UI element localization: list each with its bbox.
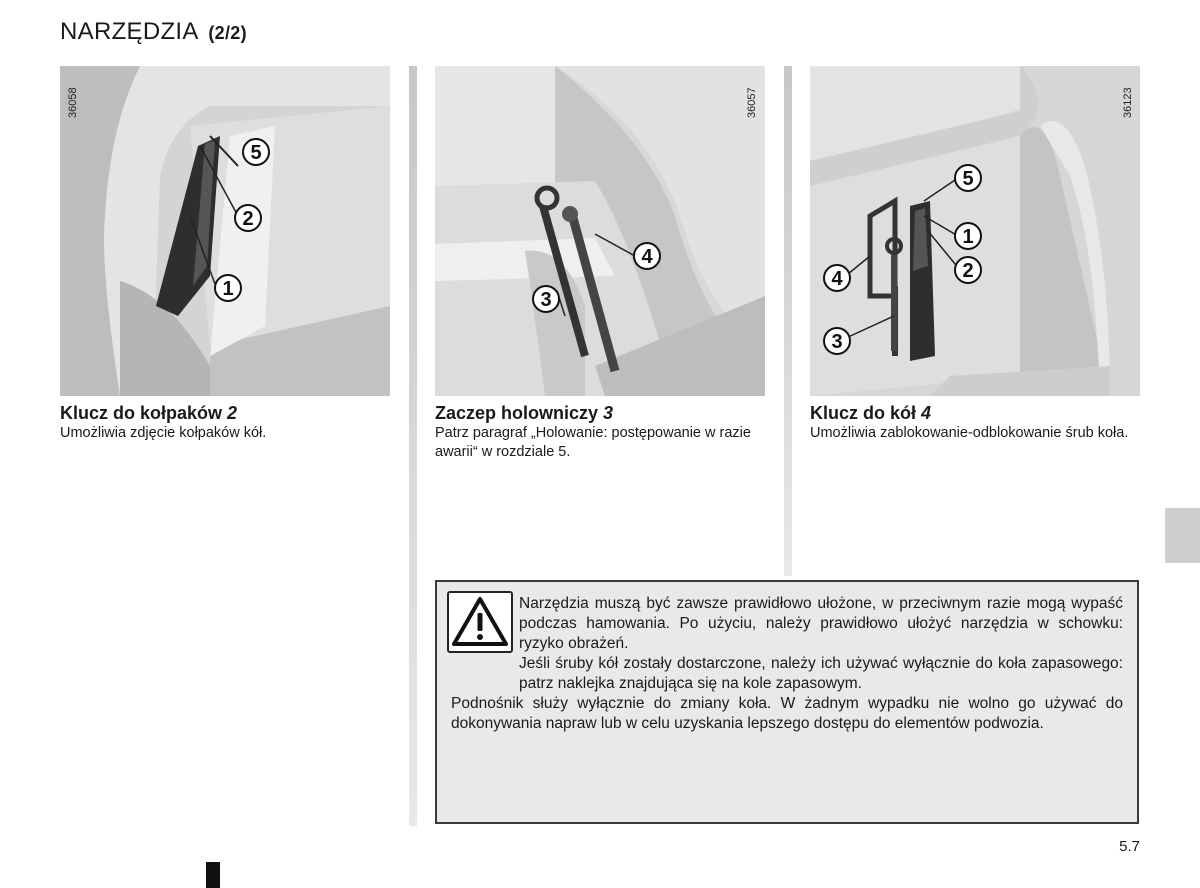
- page-title-text: NARZĘDZIA: [60, 18, 198, 45]
- callout-4: 4: [641, 246, 653, 268]
- margin-mark: [206, 862, 220, 888]
- callout-5: 5: [962, 168, 974, 190]
- warning-text: [451, 594, 1123, 734]
- caption-title-text: Klucz do kół: [810, 403, 922, 423]
- figure-wheel-wrench: [810, 66, 1140, 396]
- page-number: 5.7: [1119, 838, 1140, 855]
- figure-towing-eye: [435, 66, 765, 396]
- warning-paragraph: Narzędzia muszą być zawsze prawidłowo ułożone, w przeciwnym razie mogą wypaść podczas hamowania. Po użyciu, należy prawidłowo ułożyć narzędzia w schowku: ryzyko obrażeń.: [519, 595, 1123, 652]
- warning-box: [435, 580, 1139, 824]
- column-divider: [409, 66, 417, 826]
- caption-ref: 3: [603, 403, 614, 423]
- callout-2: 2: [242, 208, 254, 230]
- callout-2: 2: [962, 260, 974, 282]
- caption-title: [60, 402, 395, 424]
- figure-code: 36057: [746, 87, 758, 118]
- section-tab: [1165, 508, 1200, 563]
- caption-text: Patrz paragraf „Holowanie: postępowanie w razie awarii“ w rozdziale 5.: [435, 425, 751, 460]
- figure-hubcap-key: [60, 66, 390, 396]
- page-title: [60, 18, 247, 46]
- figure-code: 36123: [1122, 87, 1134, 118]
- callout-3: 3: [540, 289, 552, 311]
- caption-title-text: Klucz do kołpaków: [60, 403, 228, 423]
- caption-ref: 2: [227, 403, 238, 423]
- caption-hubcap-key: [60, 402, 395, 443]
- page-title-part: (2/2): [208, 23, 247, 43]
- caption-towing-eye: [435, 402, 770, 462]
- warning-paragraph: Podnośnik służy wyłącznie do zmiany koła. W żadnym wypadku nie wolno go używać do dokonywania napraw lub w celu uzyskania lepszego dostępu do elementów podwozia.: [451, 695, 1123, 732]
- callout-5: 5: [250, 142, 262, 164]
- caption-text: Umożliwia zdjęcie kołpaków kół.: [60, 425, 267, 441]
- caption-wheel-wrench: [810, 402, 1145, 443]
- callout-4: 4: [831, 268, 843, 290]
- caption-title-text: Zaczep holowniczy: [435, 403, 604, 423]
- caption-title: [810, 402, 1145, 424]
- callout-1: 1: [962, 226, 974, 248]
- caption-text: Umożliwia zablokowanie-odblokowanie śrub koła.: [810, 425, 1129, 441]
- column-divider: [784, 66, 792, 576]
- warning-paragraph: Jeśli śruby kół zostały dostarczone, należy ich używać wyłącznie do koła zapasowego: patrz naklejka znajdująca się na kole zapasowym.: [519, 655, 1123, 692]
- figure-code: 36058: [67, 87, 79, 118]
- caption-title: [435, 402, 770, 424]
- callout-1: 1: [222, 278, 234, 300]
- caption-ref: 4: [921, 403, 932, 423]
- callout-3: 3: [831, 331, 843, 353]
